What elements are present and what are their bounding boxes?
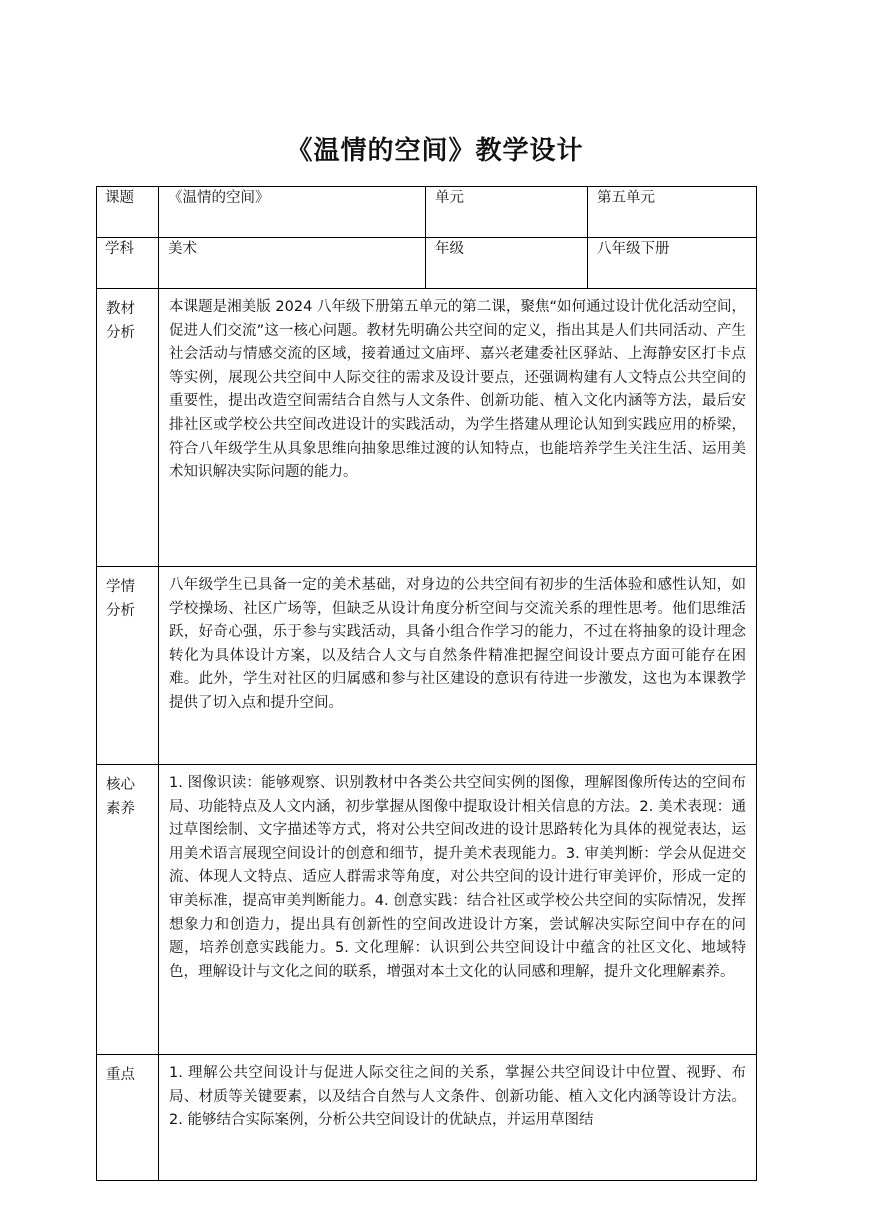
course-label: 课题 bbox=[97, 187, 159, 238]
table-row-key-points bbox=[97, 1055, 757, 1181]
section-content-core-literacy bbox=[159, 765, 757, 1055]
lesson-plan-table bbox=[96, 186, 757, 1181]
table-row-subject bbox=[97, 238, 757, 289]
section-label-line: 教材 bbox=[106, 301, 135, 317]
section-label-line: 分析 bbox=[106, 602, 135, 619]
page-title: 《温情的空间》教学设计 bbox=[286, 136, 584, 166]
section-label-core-literacy bbox=[97, 765, 159, 1055]
section-label-line: 核心 bbox=[106, 777, 135, 793]
table-row-student-analysis bbox=[97, 567, 757, 765]
section-label-line: 素养 bbox=[106, 800, 135, 817]
section-label-line: 分析 bbox=[106, 324, 135, 341]
section-text: 1. 图像识读：能够观察、识别教材中各类公共空间实例的图像，理解图像所传达的空间布局、功能特点及人文内涵，初步掌握从图像中提取设计相关信息的方法。2. 美术表现：通过草图绘制、文字描述等方式，将对公共空间改进的设计思路转化为具体的视觉表达，运用美术语言展现空间设计的创意和细节，提升美术表现能力。3. 审美判断：学会从促进交流、体现人文特点、适应人群需求等角度，对公共空间的设计进行审美评价，形成一定的审美标准，提高审美判断能力。4. 创意实践：结合社区或学校公共空间的实际情况，发挥想象力和创造力，提出具有创新性的空间改进设计方案，尝试解决实际空间中存在的问题，培养创意实践能力。5. 文化理解：认识到公共空间设计中蕴含的社区文化、地域特色，理解设计与文化之间的联系，增强对本土文化的认同感和理解，提升文化理解素养。 bbox=[169, 775, 746, 980]
subject-label: 学科 bbox=[97, 238, 159, 289]
table-row-core-literacy bbox=[97, 765, 757, 1055]
section-label-student-analysis bbox=[97, 567, 159, 765]
section-content-student-analysis bbox=[159, 567, 757, 765]
unit-value: 第五单元 bbox=[588, 187, 757, 238]
course-value: 《温情的空间》 bbox=[159, 187, 426, 238]
section-content-textbook-analysis bbox=[159, 289, 757, 567]
table-row-textbook-analysis bbox=[97, 289, 757, 567]
grade-label: 年级 bbox=[426, 238, 588, 289]
section-text: 本课题是湘美版 2024 八年级下册第五单元的第二课，聚焦“如何通过设计优化活动空间，促进人们交流”这一核心问题。教材先明确公共空间的定义，指出其是人们共同活动、产生社会活动与情感交流的区域，接着通过文庙坪、嘉兴老建委社区驿站、上海静安区打卡点等实例，展现公共空间中人际交往的需求及设计要点，还强调构建有人文特点公共空间的重要性，提出改造空间需结合自然与人文条件、创新功能、植入文化内涵等方法，最后安排社区或学校公共空间改进设计的实践活动，为学生搭建从理论认知到实践应用的桥梁，符合八年级学生从具象思维向抽象思维过渡的认知特点，也能培养学生关注生活、运用美术知识解决实际问题的能力。 bbox=[169, 299, 746, 481]
grade-value: 八年级下册 bbox=[588, 238, 757, 289]
section-label-key-points bbox=[97, 1055, 159, 1181]
section-text: 1. 理解公共空间设计与促进人际交往之间的关系，掌握公共空间设计中位置、视野、布局、材质等关键要素，以及结合自然与人文条件、创新功能、植入文化内涵等设计方法。2. 能够结合实际案例，分析公共空间设计的优缺点，并运用草图结 bbox=[169, 1065, 746, 1129]
section-content-key-points bbox=[159, 1055, 757, 1181]
section-text: 八年级学生已具备一定的美术基础，对身边的公共空间有初步的生活体验和感性认知，如学校操场、社区广场等，但缺乏从设计角度分析空间与交流关系的理性思考。他们思维活跃，好奇心强，乐于参与实践活动，具备小组合作学习的能力，不过在将抽象的设计理念转化为具体设计方案，以及结合人文与自然条件精准把握空间设计要点方面可能存在困难。此外，学生对社区的归属感和参与社区建设的意识有待进一步激发，这也为本课教学提供了切入点和提升空间。 bbox=[169, 577, 746, 711]
table-row-course bbox=[97, 187, 757, 238]
section-label-textbook-analysis bbox=[97, 289, 159, 567]
unit-label: 单元 bbox=[426, 187, 588, 238]
subject-value: 美术 bbox=[159, 238, 426, 289]
section-label-line: 重点 bbox=[106, 1067, 135, 1083]
section-label-line: 学情 bbox=[106, 579, 135, 595]
